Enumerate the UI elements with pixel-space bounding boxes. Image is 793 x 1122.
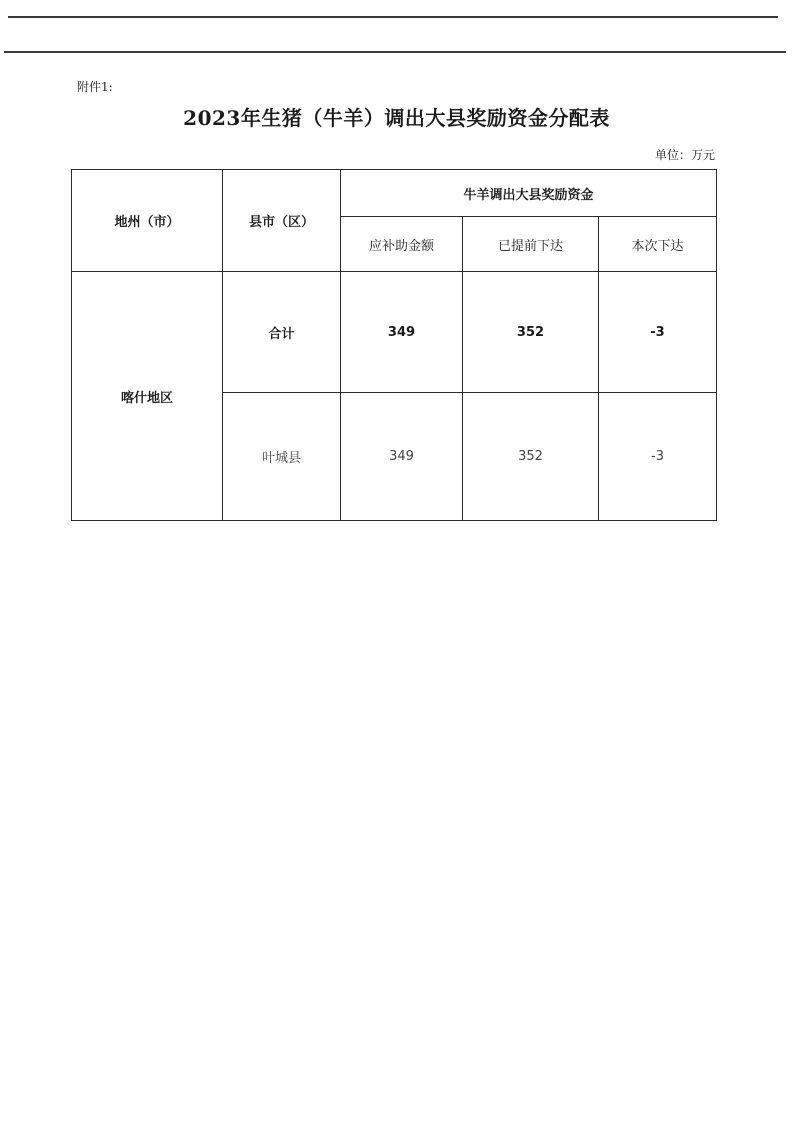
allocation-table (71, 169, 717, 521)
row-total-current: -3 (599, 272, 717, 393)
attachment-label: 附件1: (77, 80, 113, 94)
row-total-advanced: 352 (463, 272, 599, 393)
header-subsidy-amount: 应补助金额 (341, 217, 463, 272)
table-row-total (72, 272, 717, 393)
header-current-amount: 本次下达 (599, 217, 717, 272)
document-title: 2023年生猪（牛羊）调出大县奖励资金分配表 (183, 106, 610, 130)
row-county-subsidy: 349 (341, 393, 463, 521)
prefecture-cell: 喀什地区 (72, 272, 223, 521)
header-prefecture: 地州（市） (72, 170, 223, 272)
row-county-advanced: 352 (463, 393, 599, 521)
unit-label: 单位：万元 (654, 148, 715, 162)
header-county: 县市（区） (223, 170, 341, 272)
row-total-county: 合计 (223, 272, 341, 393)
scan-border-line-second (4, 51, 786, 53)
row-county-current: -3 (599, 393, 717, 521)
row-county-name: 叶城县 (223, 393, 341, 521)
scan-border-line-top (8, 16, 778, 18)
header-advanced-amount: 已提前下达 (463, 217, 599, 272)
row-total-subsidy: 349 (341, 272, 463, 393)
header-fund-group: 牛羊调出大县奖励资金 (341, 170, 717, 217)
